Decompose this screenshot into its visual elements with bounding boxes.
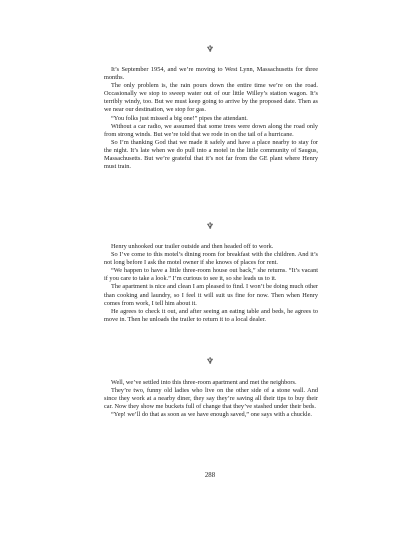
section-1 bbox=[104, 66, 318, 171]
section-2 bbox=[104, 243, 318, 324]
paragraph: So I’m thanking God that we made it safely and have a place nearby to stay for the night. It’s late when we do pull into a motel in the little community of Saugus, Massachusetts. But we’re grateful that it’s not far from the GE plant where Henry must train. bbox=[104, 138, 318, 171]
paragraph: The apartment is nice and clean I am pleased to find. I won’t be doing much other than cooking and laundry, so I feel it will suit us fine for now. Then when Henry comes from work, I tell him about it. bbox=[104, 283, 318, 307]
paragraph: It’s September 1954, and we’re moving to West Lynn, Massachusetts for three months. bbox=[104, 66, 318, 82]
paragraph: They’re two, funny old ladies who live on the other side of a stone wall. And since they work at a nearby diner, they say they’re saving all their tips to buy their car. Now they show me buckets full of change that they’ve stashed under their beds. bbox=[104, 387, 318, 411]
paragraph: “Yep! we’ll do that as soon as we have enough saved,” one says with a chuckle. bbox=[111, 411, 312, 419]
paragraph: “We happen to have a little three-room house out back,” she returns. “It’s vacant if you care to take a look.” I’m curious to see it, so she leads us to it. bbox=[104, 267, 318, 283]
page-number: 288 bbox=[204, 472, 216, 479]
paragraph: The only problem is, the rain pours down the entire time we’re on the road. Occasionally we stop to sweep water out of our little Willey’s station wagon. It’s terribly windy, too. But we must keep going to arrive by the proposed date. Then as we near our destination, we stop for gas. bbox=[104, 82, 318, 114]
paragraph: So I’ve come to this motel’s dining room for breakfast with the children. And it’s not long before I ask the motel owner if she knows of places for rent. bbox=[104, 251, 318, 267]
paragraph: Henry unhooked our trailer outside and then headed off to work. bbox=[111, 243, 274, 250]
paragraph: He agrees to check it out, and after seeing an eating table and beds, he agrees to move in. Then he unloads the trailer to return it to a local dealer. bbox=[104, 307, 318, 323]
ornament-icon: ♆ bbox=[205, 356, 215, 366]
section-3 bbox=[104, 379, 318, 419]
paragraph: Well, we’ve settled into this three-room apartment and met the neighbors. bbox=[111, 379, 297, 386]
ornament-icon: ♆ bbox=[205, 44, 215, 54]
paragraph: Without a car radio, we assumed that some trees were down along the road only from strong winds. But we’re told that we rode in on the tail of a hurricane. bbox=[104, 122, 318, 138]
paragraph: “You folks just missed a big one!” pipes the attendant. bbox=[111, 114, 248, 122]
ornament-icon: ♆ bbox=[205, 221, 215, 231]
